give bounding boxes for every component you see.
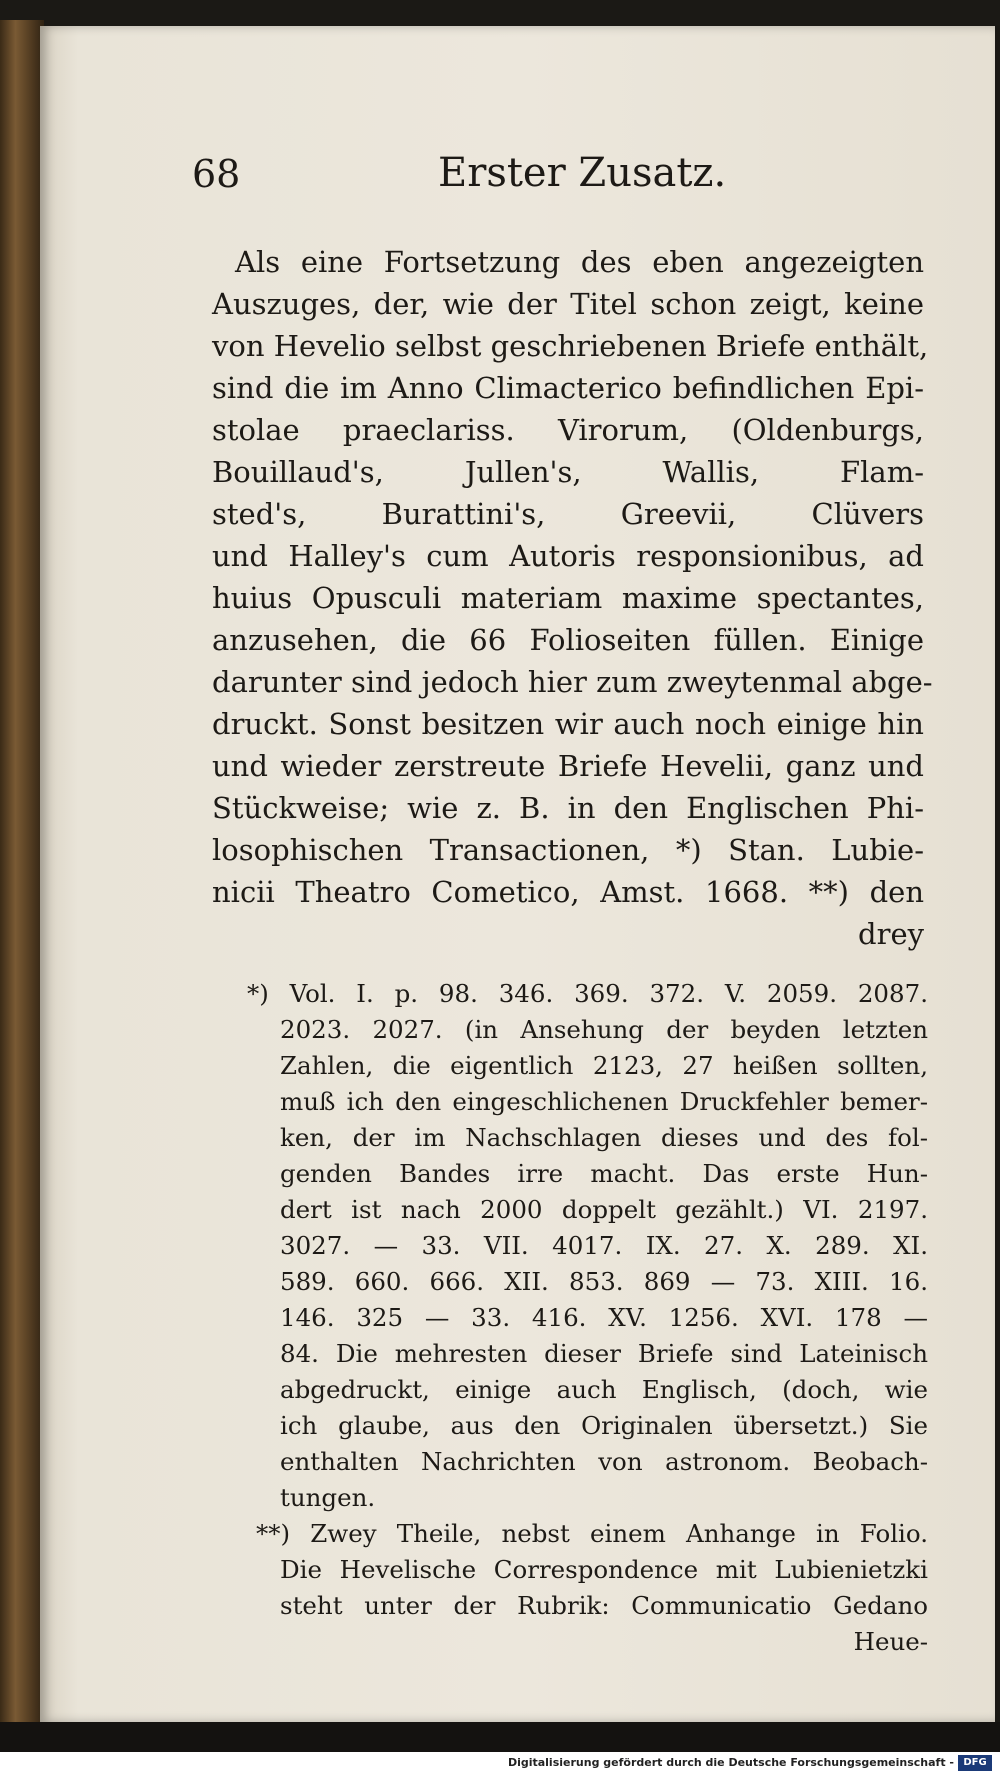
- footnote-line: muß ich den eingeschlichenen Druckfehler bemer-: [280, 1087, 928, 1116]
- footnote-line: genden Bandes irre macht. Das erste Hun-: [280, 1159, 928, 1188]
- body-line: stolae praeclariss. Virorum, (Oldenburgs,: [212, 413, 924, 447]
- body-line: sted's, Burattini's, Greevii, Clüvers: [212, 497, 924, 531]
- footnote-line: 84. Die mehresten dieser Briefe sind Lateinisch: [280, 1339, 928, 1368]
- footnote-line: 2023. 2027. (in Ansehung der beyden letzten: [280, 1015, 928, 1044]
- footnote-line: dert ist nach 2000 doppelt gezählt.) VI. 2197.: [280, 1195, 928, 1224]
- footnote-line: tungen.: [280, 1483, 376, 1512]
- body-line: und wieder zerstreute Briefe Hevelii, ganz und: [212, 749, 924, 783]
- footnote-line: 146. 325 — 33. 416. XV. 1256. XVI. 178 —: [280, 1303, 928, 1332]
- dfg-logo: DFG: [958, 1755, 992, 1771]
- footnote-line: abgedruckt, einige auch Englisch, (doch, wie: [280, 1375, 928, 1404]
- body-line: huius Opusculi materiam maxime spectantes,: [212, 581, 924, 615]
- body-line: losophischen Transactionen, *) Stan. Lubie-: [212, 833, 924, 867]
- body-line: Stückweise; wie z. B. in den Englischen Phi-: [212, 791, 924, 825]
- body-line: darunter sind jedoch hier zum zweytenmal abge-: [212, 665, 933, 699]
- body-line: anzusehen, die 66 Folioseiten füllen. Einige: [212, 623, 924, 657]
- digitization-credit: Digitalisierung gefördert durch die Deutsche Forschungsgemeinschaft -: [507, 1756, 954, 1769]
- body-line: und Halley's cum Autoris responsionibus, ad: [212, 539, 924, 573]
- catchword: Heue-: [853, 1627, 928, 1656]
- footnote-line: steht unter der Rubrik: Communicatio Gedano: [280, 1591, 928, 1620]
- footnote-line: 3027. — 33. VII. 4017. IX. 27. X. 289. XI.: [280, 1231, 928, 1260]
- footnote-line: enthalten Nachrichten von astronom. Beobach-: [280, 1447, 928, 1476]
- running-title: Erster Zusatz.: [438, 150, 727, 196]
- footnote-line: 589. 660. 666. XII. 853. 869 — 73. XIII. 16.: [280, 1267, 928, 1296]
- body-line: sind die im Anno Climacterico befindlichen Epi-: [212, 371, 924, 405]
- catchword: drey: [858, 917, 924, 951]
- body-line: nicii Theatro Cometico, Amst. 1668. **) den: [212, 875, 924, 909]
- footnote-line: ich glaube, aus den Originalen übersetzt.) Sie: [280, 1411, 928, 1440]
- scan-top-border: [0, 0, 1000, 28]
- footnote-line: *) Vol. I. p. 98. 346. 369. 372. V. 2059. 2087.: [247, 979, 928, 1008]
- footnote-line: ken, der im Nachschlagen dieses und des fol-: [280, 1123, 928, 1152]
- footnote-line: **) Zwey Theile, nebst einem Anhange in Folio.: [256, 1519, 928, 1548]
- scan-bottom-border: [0, 1722, 1000, 1752]
- body-line: Als eine Fortsetzung des eben angezeigten: [235, 245, 924, 279]
- page-number: 68: [192, 152, 241, 196]
- body-line: Bouillaud's, Jullen's, Wallis, Flam-: [212, 455, 924, 489]
- book-spine-edge: [0, 20, 44, 1725]
- body-line: von Hevelio selbst geschriebenen Briefe enthält,: [212, 329, 929, 363]
- footnote-line: Die Hevelische Correspondence mit Lubienietzki: [280, 1555, 928, 1584]
- body-line: Auszuges, der, wie der Titel schon zeigt, keine: [212, 287, 924, 321]
- footnote-line: Zahlen, die eigentlich 2123, 27 heißen sollten,: [280, 1051, 928, 1080]
- body-line: druckt. Sonst besitzen wir auch noch einige hin: [212, 707, 924, 741]
